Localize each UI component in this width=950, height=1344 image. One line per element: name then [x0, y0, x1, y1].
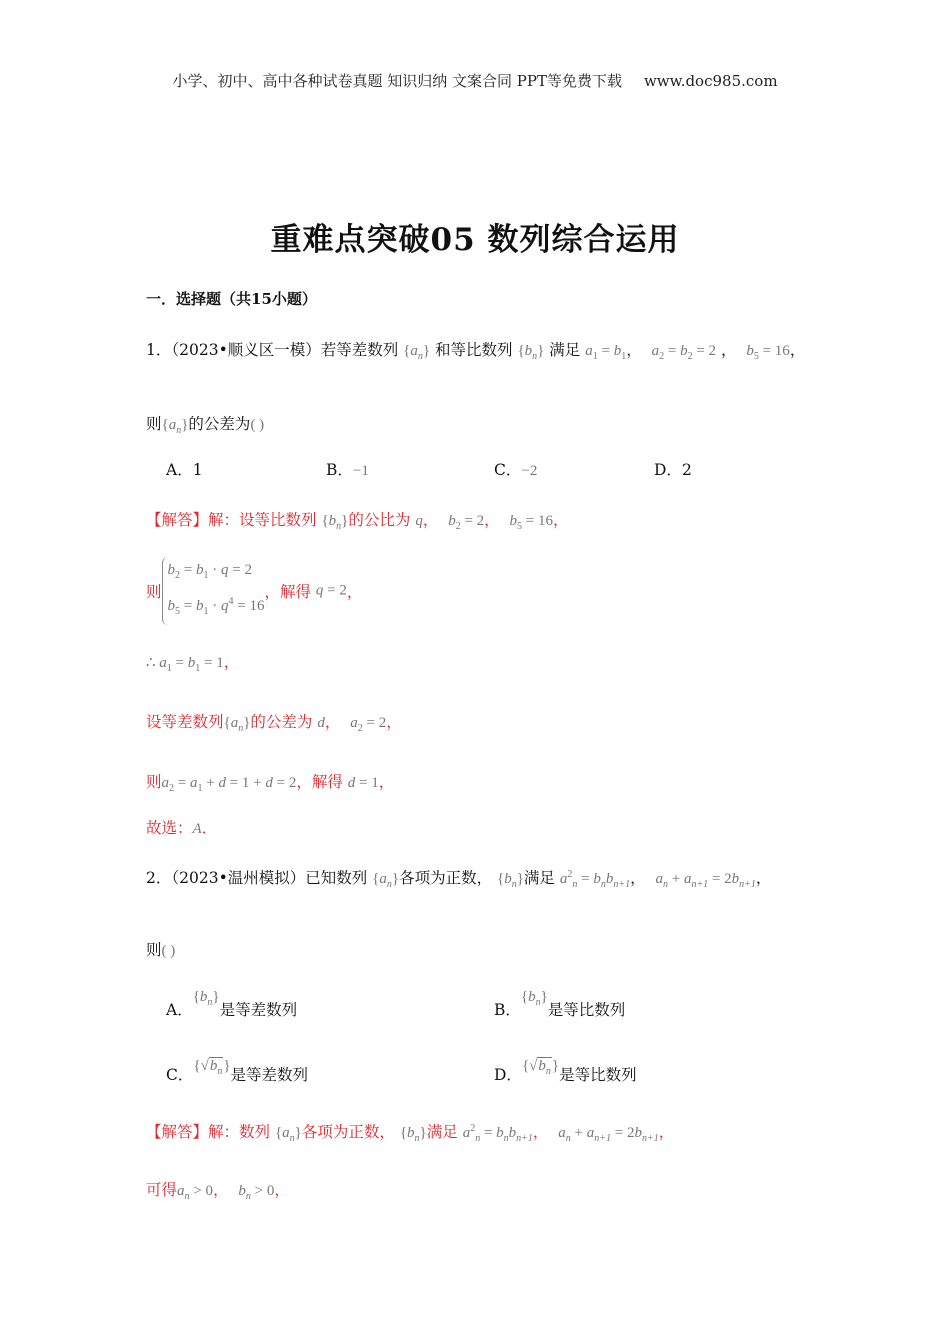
q2-stem: 2．（2023•温州模拟）已知数列 $\{a_n\}$各项为正数， $\{b_n\}$满足 $a^2_n = b_nb_{n+1}$， $a_n + a_{n+1} = 2b_{n+1}$，: [146, 869, 772, 890]
math-an-sum: $a_n + a_{n+1} = 2b_{n+1}$: [558, 1125, 659, 1144]
q2-option-a[interactable]: A．$\{b_n\}$是等差数列: [166, 989, 298, 1019]
q1-solution-line1: 【解答】解：设等比数列 $\{b_n\}$的公比为 q， $b_2 = 2$， $b_5 = 16$，: [146, 511, 569, 532]
math-an-squared: $a^2_n = b_nb_{n+1}$: [462, 1123, 533, 1144]
math-system: $b_2 = b_1 \cdot q = 2$ $b_5 = b_1 \cdot q^4 = 16$: [162, 557, 265, 625]
math-an-sum: $a_n + a_{n+1} = 2b_{n+1}$: [655, 871, 756, 890]
q1-option-a[interactable]: A．1: [166, 461, 203, 479]
math-b5: $b_5 = 16$: [509, 513, 554, 532]
q1-option-b[interactable]: B．−1: [326, 461, 369, 479]
math-bn-set: $\{b_n\}$: [520, 989, 548, 1008]
math-a2-b2: $a_2 = b_2 = 2$: [651, 343, 717, 362]
q2-solution-line1: 【解答】解：数列 $\{a_n\}$各项为正数， $\{b_n\}$满足 $a^2_n = b_nb_{n+1}$， $a_n + a_{n+1} = 2b_{n+1}$，: [146, 1123, 675, 1144]
header-site[interactable]: www.doc985.com: [643, 72, 778, 90]
math-bn-set: $\{b_n\}$: [497, 871, 524, 890]
math-a2-calc: $a_2 = a_1 + d = 1 + d = 2$: [161, 775, 297, 794]
math-a1-eq: ∴ $a_1 = b_1 = 1$: [146, 655, 224, 674]
math-bn-set: $\{b_n\}$: [517, 343, 545, 362]
page-title: 重难点突破05 数列综合运用: [270, 222, 680, 258]
math-bn-set: $\{b_n\}$: [192, 989, 220, 1008]
q1-solution-line4: 设等差数列$\{a_n\}$的公差为 d， $a_2 = 2$，: [146, 713, 402, 734]
math-bn-positive: $b_n > 0$: [238, 1183, 275, 1202]
math-an-squared: $a^2_n = b_nb_{n+1}$: [559, 869, 631, 890]
header-text: 小学、初中、高中各种试卷真题 知识归纳 文案合同 PPT等免费下载: [172, 72, 622, 90]
q2-option-b[interactable]: B．$\{b_n\}$是等比数列: [494, 989, 626, 1019]
math-an-set: $\{a_n\}$: [161, 417, 189, 436]
math-an-set: $\{a_n\}$: [274, 1125, 302, 1144]
math-an-set: $\{a_n\}$: [223, 715, 251, 734]
math-d: d: [317, 715, 325, 731]
q1-stem: 1．（2023•顺义区一模）若等差数列 $\{a_n\}$ 和等比数列 $\{b_n\}$ 满足 $a_1 = b_1$， $a_2 = b_2 = 2$ ， $b_5 = 16$，: [146, 341, 806, 362]
math-a1-b1: $a_1 = b_1$: [585, 343, 627, 362]
q2-stem-line2: 则( ): [146, 941, 176, 959]
math-an-set: $\{a_n\}$: [372, 871, 400, 890]
answer-paren: ( ): [250, 417, 265, 433]
math-sqrt-bn-set: $\{√b_n\}$: [193, 1058, 231, 1077]
math-an-positive: $a_n > 0$: [177, 1183, 213, 1202]
math-an-set: $\{a_n\}$: [403, 343, 431, 362]
section-heading: 一．选择题（共15小题）: [146, 290, 317, 308]
math-answer-a: A: [192, 821, 202, 837]
q1-solution-line5: 则$a_2 = a_1 + d = 1 + d = 2$，解得 d = 1，: [146, 773, 395, 794]
math-b2: $b_2 = 2$: [448, 513, 485, 532]
math-q: q: [415, 513, 423, 529]
math-d-eq: d = 1: [347, 775, 379, 791]
q1-solution-line3: ∴ $a_1 = b_1 = 1$，: [146, 653, 240, 674]
math-q-eq: q = 2: [315, 582, 347, 599]
math-bn-set: $\{b_n\}$: [321, 513, 349, 532]
math-b5: $b_5 = 16$: [746, 343, 790, 362]
q1-stem-line2: 则$\{a_n\}$的公差为( ): [146, 415, 265, 436]
math-a2: $a_2 = 2$: [350, 715, 387, 734]
math-sqrt-bn-set: $\{√b_n\}$: [521, 1058, 560, 1077]
q2-option-c[interactable]: C．$\{√b_n\}$是等差数列: [166, 1058, 309, 1084]
page-header: [0, 70, 950, 91]
q1-option-c[interactable]: C．−2: [494, 461, 538, 479]
answer-paren: ( ): [161, 943, 176, 959]
q2-option-d[interactable]: D．$\{√b_n\}$是等比数列: [494, 1058, 637, 1084]
q1-solution-line2: 则$b_2 = b_1 \cdot q = 2$ $b_5 = b_1 \cdot q^4 = 16$，解得 q = 2，: [146, 557, 362, 625]
q1-solution-line6: 故选：A．: [146, 819, 218, 837]
q1-option-d[interactable]: D．2: [654, 461, 692, 479]
q2-solution-line2: 可得$a_n > 0$， $b_n > 0$，: [146, 1181, 290, 1202]
math-bn-set: $\{b_n\}$: [399, 1125, 427, 1144]
